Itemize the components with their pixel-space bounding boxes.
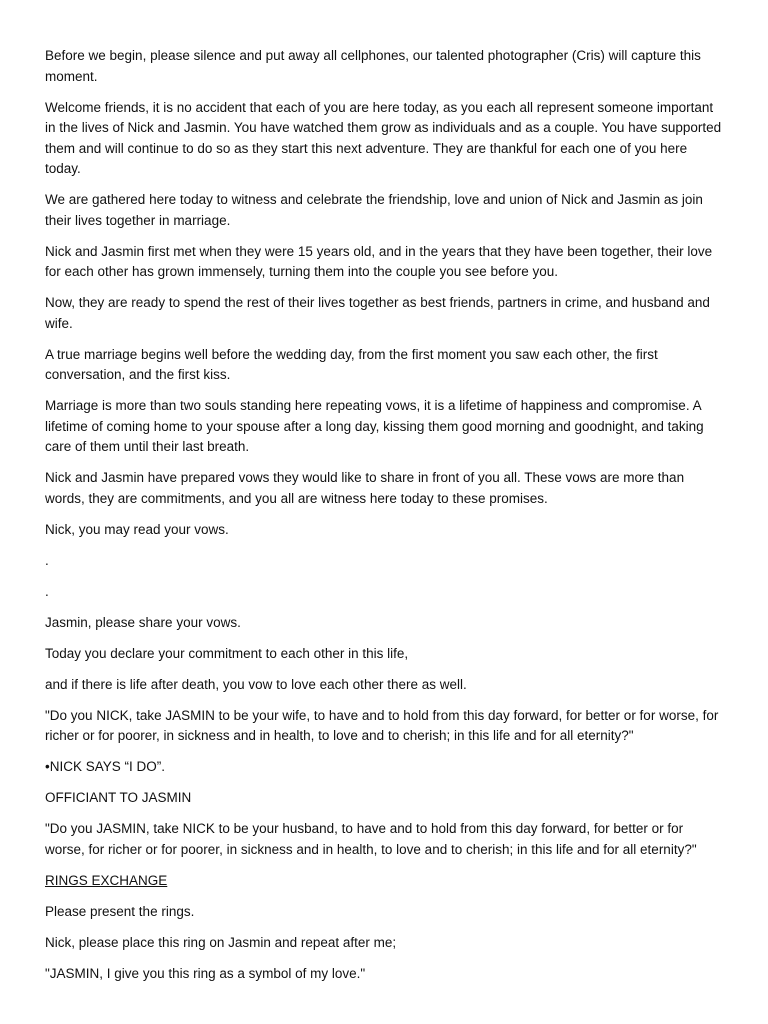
paragraph-ring-symbol: "JASMIN, I give you this ring as a symbol of my love.": [45, 965, 366, 981]
paragraph-declare: Today you declare your commitment to each other in this life,: [45, 645, 409, 661]
paragraph-marriage-more: Marriage is more than two souls standing here repeating vows, it is a lifetime of happiness and compromise. A lifetime of coming home to your spouse after a long day, kissing them good morning and goodnight, and taking care of them until their last breath.: [45, 398, 704, 454]
document-page: [45, 46, 725, 995]
paragraph-do-you-jasmin: "Do you JASMIN, take NICK to be your husband, to have and to hold from this day forward, for better or for worse, for richer or for poorer, in sickness and in health, to love and to cherish; in this life and for all eternity?": [45, 821, 697, 857]
paragraph-true-marriage: A true marriage begins well before the wedding day, from the first moment you saw each other, the first conversation, and the first kiss.: [45, 346, 658, 382]
paragraph-cellphones: Before we begin, please silence and put away all cellphones, our talented photographer (Cris) will capture this moment.: [45, 48, 701, 84]
paragraph-gathered: We are gathered here today to witness and celebrate the friendship, love and union of Nick and Jasmin as join their lives together in marriage.: [45, 192, 703, 228]
paragraph-welcome: Welcome friends, it is no accident that each of you are here today, as you each all represent someone important in the lives of Nick and Jasmin. You have watched them grow as individuals and as a couple. You have supported them and will continue to do so as they start this next adventure. They are thankful for each one of you here today.: [45, 99, 722, 176]
paragraph-life-after: and if there is life after death, you vow to love each other there as well.: [45, 676, 467, 692]
paragraph-officiant: OFFICIANT TO JASMIN: [45, 790, 192, 805]
paragraph-dot-2: .: [45, 583, 49, 599]
paragraph-dot-1: .: [45, 552, 49, 568]
section-heading-rings: RINGS EXCHANGE: [45, 872, 168, 888]
paragraph-present-rings: Please present the rings.: [45, 903, 195, 919]
paragraph-first-met: Nick and Jasmin first met when they were 15 years old, and in the years that they have been together, their love for each other has grown immensely, turning them into the couple you see before you.: [45, 243, 713, 279]
paragraph-place-ring: Nick, please place this ring on Jasmin and repeat after me;: [45, 934, 397, 950]
paragraph-jasmin-vows: Jasmin, please share your vows.: [45, 614, 241, 630]
paragraph-nick-vows: Nick, you may read your vows.: [45, 521, 229, 537]
paragraph-ready: Now, they are ready to spend the rest of their lives together as best friends, partners in crime, and husband and wife.: [45, 295, 710, 331]
paragraph-nick-says: •NICK SAYS “I DO”.: [45, 759, 165, 774]
paragraph-prepared-vows: Nick and Jasmin have prepared vows they would like to share in front of you all. These vows are more than words, they are commitments, and you all are witness here today to these promises.: [45, 470, 685, 506]
paragraph-do-you-nick: "Do you NICK, take JASMIN to be your wife, to have and to hold from this day forward, for better or for worse, for richer or for poorer, in sickness and in health, to love and to cherish; in this life and for all eternity?": [45, 707, 719, 743]
